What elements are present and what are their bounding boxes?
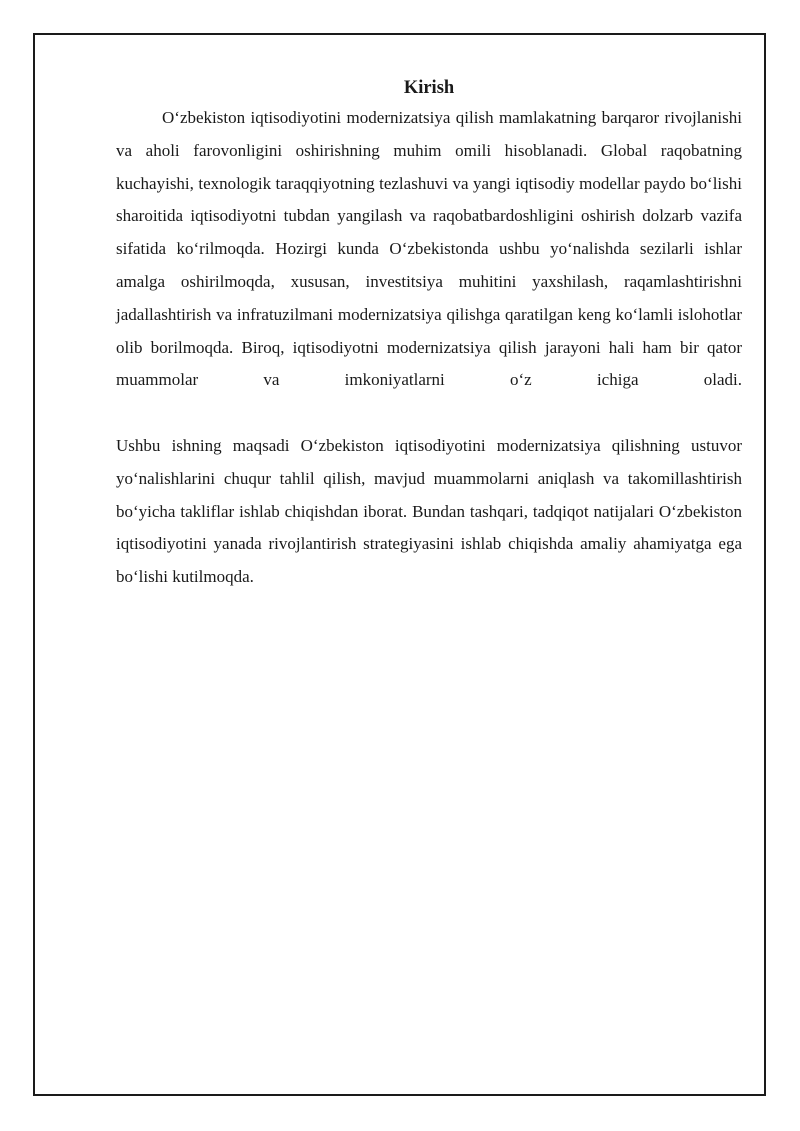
paragraph-spacer bbox=[116, 397, 742, 430]
document-heading: Kirish bbox=[403, 78, 455, 98]
document-body bbox=[116, 74, 742, 594]
purpose-paragraph: Ushbu ishning maqsadi O‘zbekiston iqtisodiyotini modernizatsiya qilishning ustuvor yo‘nalishlarini chuqur tahlil qilish, mavjud muammolarni aniqlash va takomillashtirish bo‘yicha takliflar ishlab chiqishdan iborat. Bundan tashqari, tadqiqot natijalari O‘zbekiston iqtisodiyotini yanada rivojlantirish strategiyasini ishlab chiqishda amaliy ahamiyatga ega bo‘lishi kutilmoqda. bbox=[116, 435, 742, 587]
intro-paragraph: O‘zbekiston iqtisodiyotini modernizatsiya qilish mamlakatning barqaror rivojlanishi va aholi farovonligini oshirishning muhim omili hisoblanadi. Global raqobatning kuchayishi, texnologik taraqqiyotning tezlashuvi va yangi iqtisodiy modellar paydo bo‘lishi sharoitida iqtisodiyotni tubdan yangilash va raqobatbardoshligini oshirish dolzarb vazifa sifatida ko‘rilmoqda. Hozirgi kunda O‘zbekistonda ushbu yo‘nalishda sezilarli ishlar amalga oshirilmoqda, xususan, investitsiya muhitini yaxshilash, raqamlashtirishni jadallashtirish va infratuzilmani modernizatsiya qilishga qaratilgan keng ko‘lamli islohotlar olib borilmoqda. Biroq, iqtisodiyotni modernizatsiya qilish jarayoni hali ham bir qator muammolar va imkoniyatlarni o‘z ichiga oladi. bbox=[116, 108, 742, 390]
